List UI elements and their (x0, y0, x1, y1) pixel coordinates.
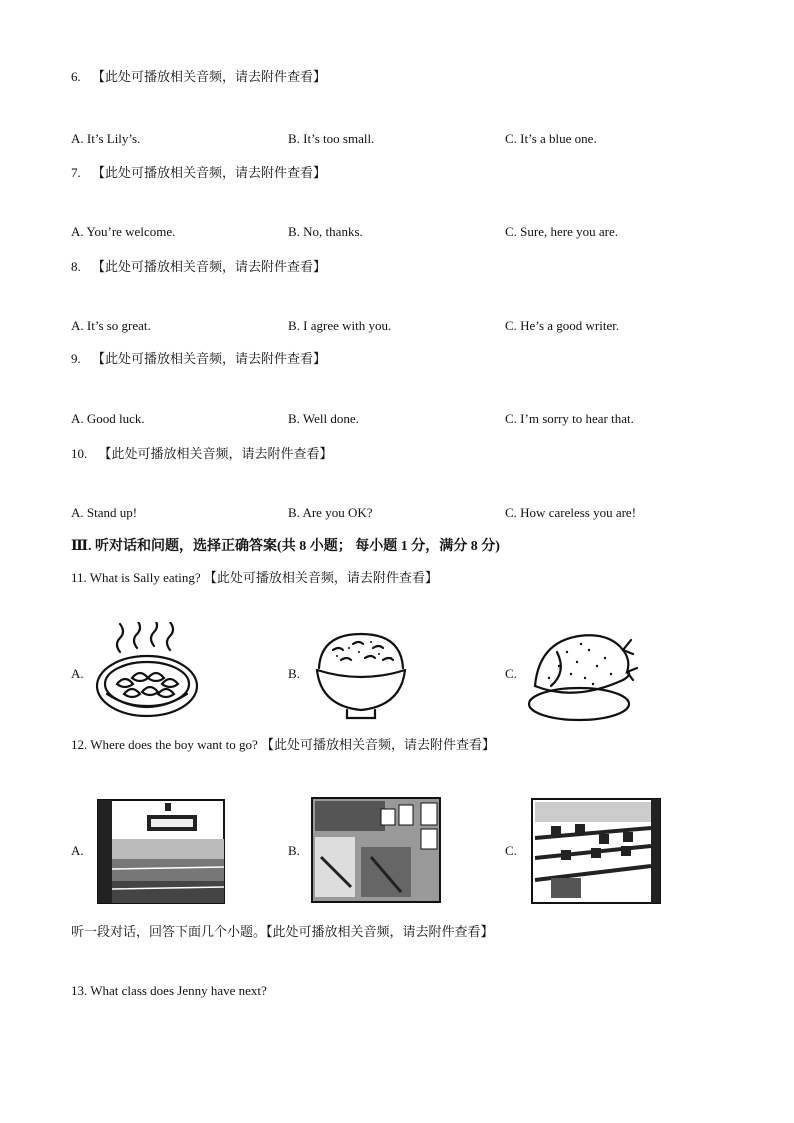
question-number: 10. (71, 446, 88, 461)
option-c[interactable]: C. It’s a blue one. (505, 131, 597, 146)
audio-notice[interactable]: 【此处可播放相关音频，请去附件查看】 (92, 165, 327, 180)
option-c[interactable]: C. How careless you are! (505, 505, 637, 520)
hall-photo[interactable] (97, 799, 225, 904)
rice-bowl-icon[interactable] (313, 628, 409, 720)
question-10 (71, 443, 333, 462)
computer-room-photo[interactable] (531, 798, 661, 904)
question-13: 13. What class does Jenny have next? (71, 983, 267, 998)
option-b[interactable]: B. No, thanks. (288, 224, 363, 239)
section-3-title: Ⅲ. 听对话和问题，选择正确答案(共 8 小题； 每小题 1 分，满分 8 分) (71, 539, 500, 554)
question-7 (71, 162, 326, 181)
option-b[interactable]: B. Are you OK? (288, 505, 373, 520)
option-c[interactable]: C. Sure, here you are. (505, 224, 618, 239)
option-a[interactable]: A. Stand up! (71, 505, 138, 520)
audio-notice[interactable]: 【此处可播放相关音频，请去附件查看】 (92, 69, 327, 84)
option-a[interactable]: A. It’s Lily’s. (71, 131, 141, 146)
option-c[interactable]: C. He’s a good writer. (505, 318, 620, 333)
question-11: 11. What is Sally eating? 【此处可播放相关音频，请去附件查看】 (71, 570, 438, 585)
audio-notice[interactable]: 【此处可播放相关音频，请去附件查看】 (92, 351, 327, 366)
option-c-label[interactable]: C. (505, 666, 517, 681)
audio-notice[interactable]: 【此处可播放相关音频，请去附件查看】 (92, 259, 327, 274)
audio-notice[interactable]: 【此处可播放相关音频，请去附件查看】 (98, 446, 333, 461)
option-b[interactable]: B. Well done. (288, 411, 359, 426)
option-c-label[interactable]: C. (505, 843, 517, 858)
roast-chicken-icon[interactable] (527, 622, 643, 724)
option-a[interactable]: A. Good luck. (71, 411, 145, 426)
question-6 (71, 66, 326, 85)
dumplings-icon[interactable] (92, 622, 202, 722)
dialogue-intro[interactable]: 听一段对话，回答下面几个小题。【此处可播放相关音频，请去附件查看】 (71, 924, 494, 939)
question-number: 6. (71, 69, 81, 84)
option-b[interactable]: B. I agree with you. (288, 318, 392, 333)
option-b-label[interactable]: B. (288, 843, 300, 858)
option-a[interactable]: A. It’s so great. (71, 318, 151, 333)
art-room-photo[interactable] (311, 797, 441, 903)
question-number: 7. (71, 165, 81, 180)
option-c[interactable]: C. I’m sorry to hear that. (505, 411, 634, 426)
option-a[interactable]: A. You’re welcome. (71, 224, 176, 239)
question-9 (71, 348, 326, 367)
question-8 (71, 256, 326, 275)
option-a-label[interactable]: A. (71, 666, 84, 681)
option-b[interactable]: B. It’s too small. (288, 131, 375, 146)
question-12: 12. Where does the boy want to go? 【此处可播放相关音频，请去附件查看】 (71, 737, 496, 752)
option-b-label[interactable]: B. (288, 666, 300, 681)
question-number: 8. (71, 259, 81, 274)
question-number: 9. (71, 351, 81, 366)
option-a-label[interactable]: A. (71, 843, 84, 858)
